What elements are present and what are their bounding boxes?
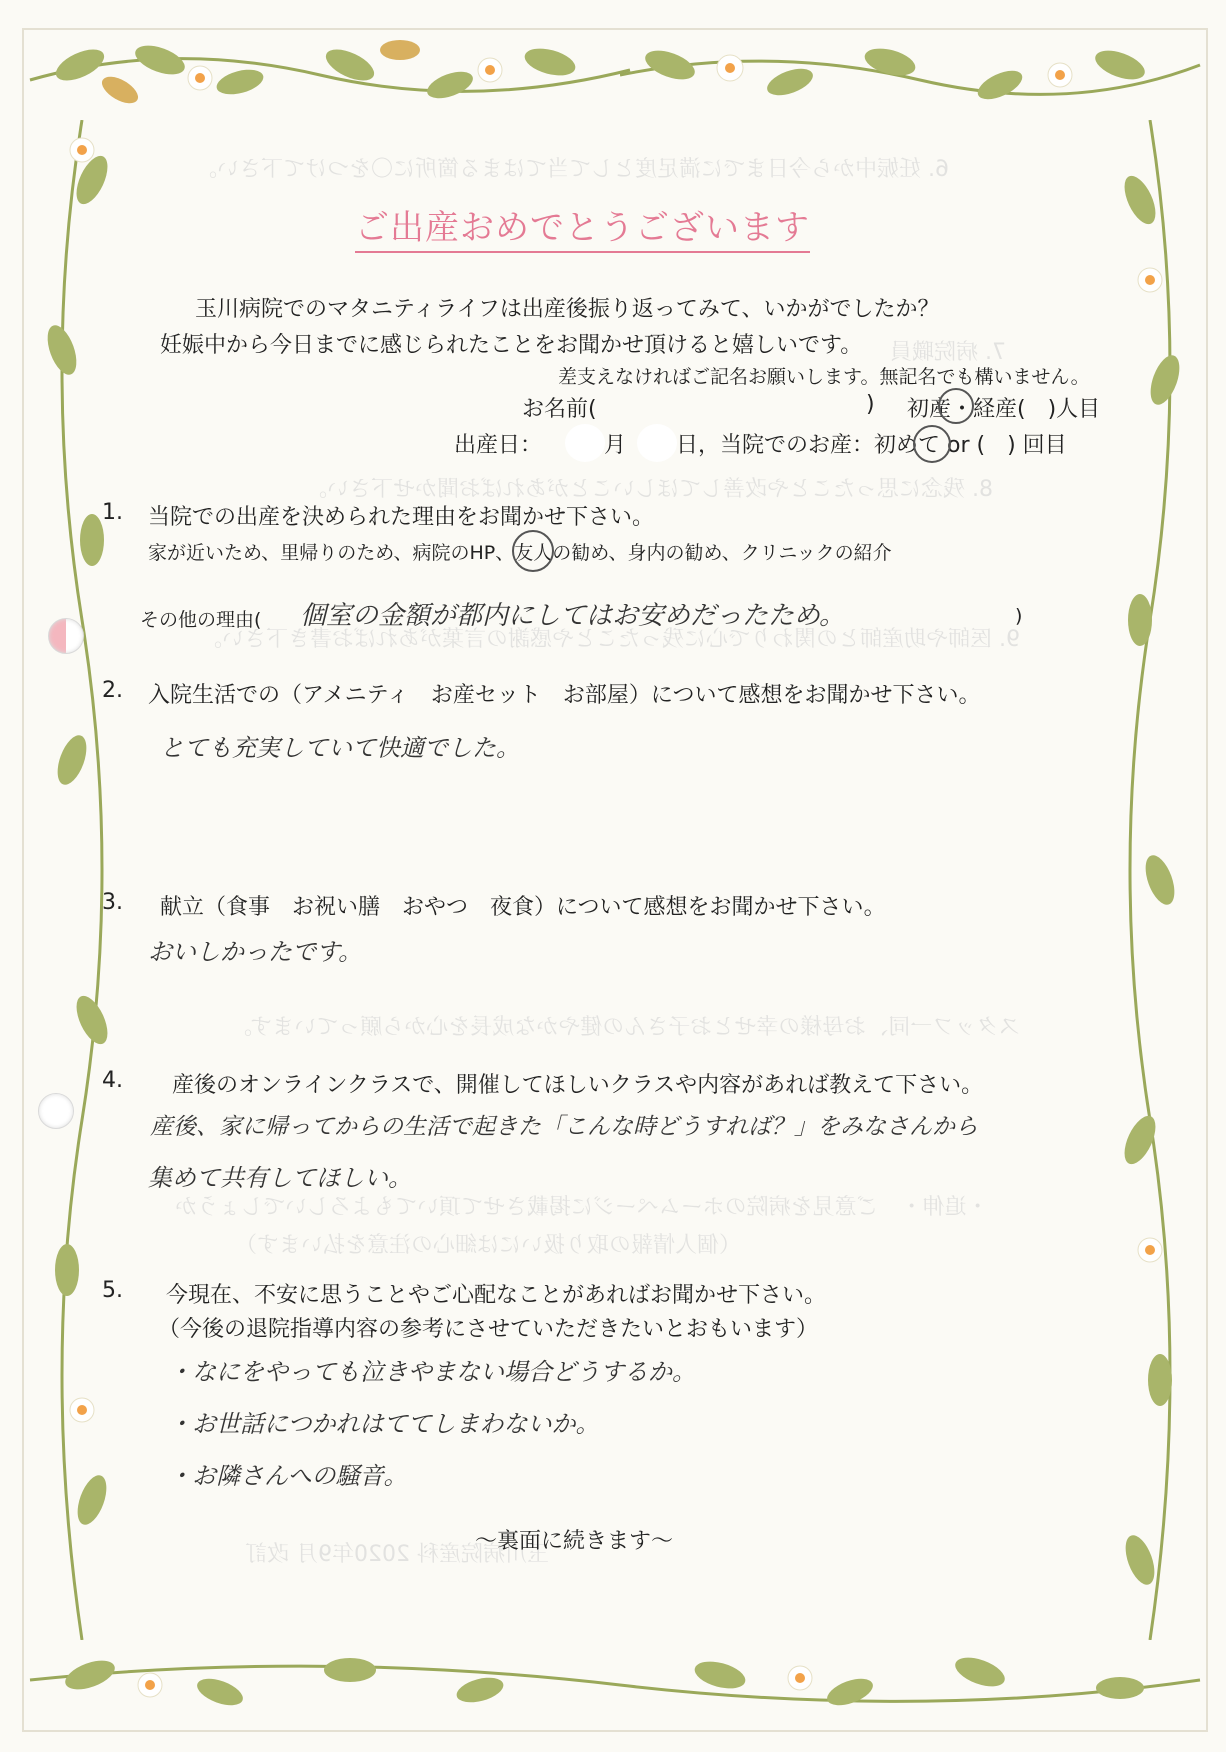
q1-number: 1. bbox=[102, 500, 123, 525]
q4-number: 4. bbox=[102, 1068, 123, 1093]
q3-question: 献立（食事 お祝い膳 おやつ 夜食）について感想をお聞かせ下さい。 bbox=[160, 895, 886, 920]
q2-answer: とても充実していて快適でした。 bbox=[160, 734, 520, 762]
intro-line-3: 差支えなければご記名お願いします。無記名でも構いません。 bbox=[558, 366, 1090, 388]
bleed-through-text: 玉川病院産科 2020年9月 改訂 bbox=[245, 1542, 549, 1567]
q3-answer: おいしかったです。 bbox=[148, 938, 363, 966]
hp-circle-mark bbox=[512, 530, 554, 572]
bleed-through-text: 7. 病院職員 bbox=[890, 340, 1006, 365]
q5-answer-1: ・なにをやっても泣きやまない場合どうするか。 bbox=[168, 1358, 696, 1386]
bleed-through-text: スタッフ一同、お母様の幸せとお子さんの健やかな成長を心から願っています。 bbox=[230, 1015, 1021, 1040]
floral-border-right bbox=[1090, 120, 1210, 1640]
bleed-through-text: ・追伸・ ご意見を病院のホームページに掲載させて頂いてもよろしいでしょうか bbox=[175, 1195, 989, 1220]
birth-month-label: 月 bbox=[604, 433, 627, 458]
birth-day-label: 日，当院でのお産：初めて or ( ) 回目 bbox=[676, 433, 1067, 458]
q1-other-label: その他の理由( bbox=[140, 609, 262, 631]
bleed-through-text: 6. 妊娠中から今日までに満足度として当てはまる箇所に〇をつけて下さい。 bbox=[195, 157, 949, 182]
q5-answer-2: ・お世話につかれはててしまわないか。 bbox=[168, 1410, 600, 1438]
q2-question: 入院生活での（アメニティ お産セット お部屋）について感想をお聞かせ下さい。 bbox=[148, 683, 981, 708]
intro-line-1: 玉川病院でのマタニティライフは出産後振り返ってみて、いかがでしたか？ bbox=[195, 297, 940, 322]
q1-other-answer: 個室の金額が都内にしてはお安めだったため。 bbox=[300, 601, 845, 631]
q5-note: （今後の退院指導内容の参考にさせていただきたいとおもいます） bbox=[158, 1317, 819, 1342]
name-close: ) bbox=[866, 392, 875, 417]
q1-question: 当院での出産を決められた理由をお聞かせ下さい。 bbox=[148, 505, 655, 530]
page-title: ご出産おめでとうございます bbox=[355, 200, 810, 253]
q2-number: 2. bbox=[102, 678, 123, 703]
binder-hole bbox=[48, 618, 84, 654]
q4-answer-line-1: 産後、家に帰ってからの生活で起きた「こんな時どうすれば？」をみなさんから bbox=[150, 1114, 978, 1140]
q1-options: 家が近いため、里帰りのため、病院のHP、友人の勧め、身内の勧め、クリニックの紹介 bbox=[148, 542, 892, 564]
q5-answer-3: ・お隣さんへの騒音。 bbox=[168, 1462, 408, 1490]
redacted-month bbox=[565, 424, 605, 462]
name-label: お名前( bbox=[522, 397, 597, 422]
q5-question: 今現在、不安に思うことやご心配なことがあればお聞かせ下さい。 bbox=[166, 1283, 827, 1308]
binder-hole bbox=[38, 1093, 74, 1129]
bleed-through-text: 8. 残念に思ったことや改善してほしいことがあればお聞かせ下さい。 bbox=[305, 477, 993, 502]
redacted-day bbox=[637, 424, 677, 462]
birth-date-label: 出産日： bbox=[454, 433, 543, 458]
continued-on-back-note: 〜裏面に続きます〜 bbox=[475, 1529, 674, 1554]
q3-number: 3. bbox=[102, 890, 123, 915]
bleed-through-text: 9. 医師や助産師との関わりで心に残ったことや感謝の言葉があればお書き下さい。 bbox=[200, 627, 1020, 652]
parity-circle-mark bbox=[938, 388, 974, 424]
q4-answer-line-2: 集めて共有してほしい。 bbox=[148, 1164, 412, 1192]
intro-line-2: 妊娠中から今日までに感じられたことをお聞かせ頂けると嬉しいです。 bbox=[160, 333, 863, 358]
parity-field: 初産・経産( )人目 bbox=[907, 397, 1101, 422]
floral-border-bottom bbox=[20, 1630, 1210, 1740]
q5-number: 5. bbox=[102, 1278, 123, 1303]
first-birth-circle-mark bbox=[913, 425, 951, 463]
floral-border-left bbox=[22, 120, 142, 1640]
q4-question: 産後のオンラインクラスで、開催してほしいクラスや内容があれば教えて下さい。 bbox=[172, 1073, 984, 1098]
bleed-through-text: （個人情報の取り扱いには細心の注意を払います） bbox=[235, 1233, 742, 1258]
q1-other-close: ) bbox=[1015, 605, 1023, 627]
